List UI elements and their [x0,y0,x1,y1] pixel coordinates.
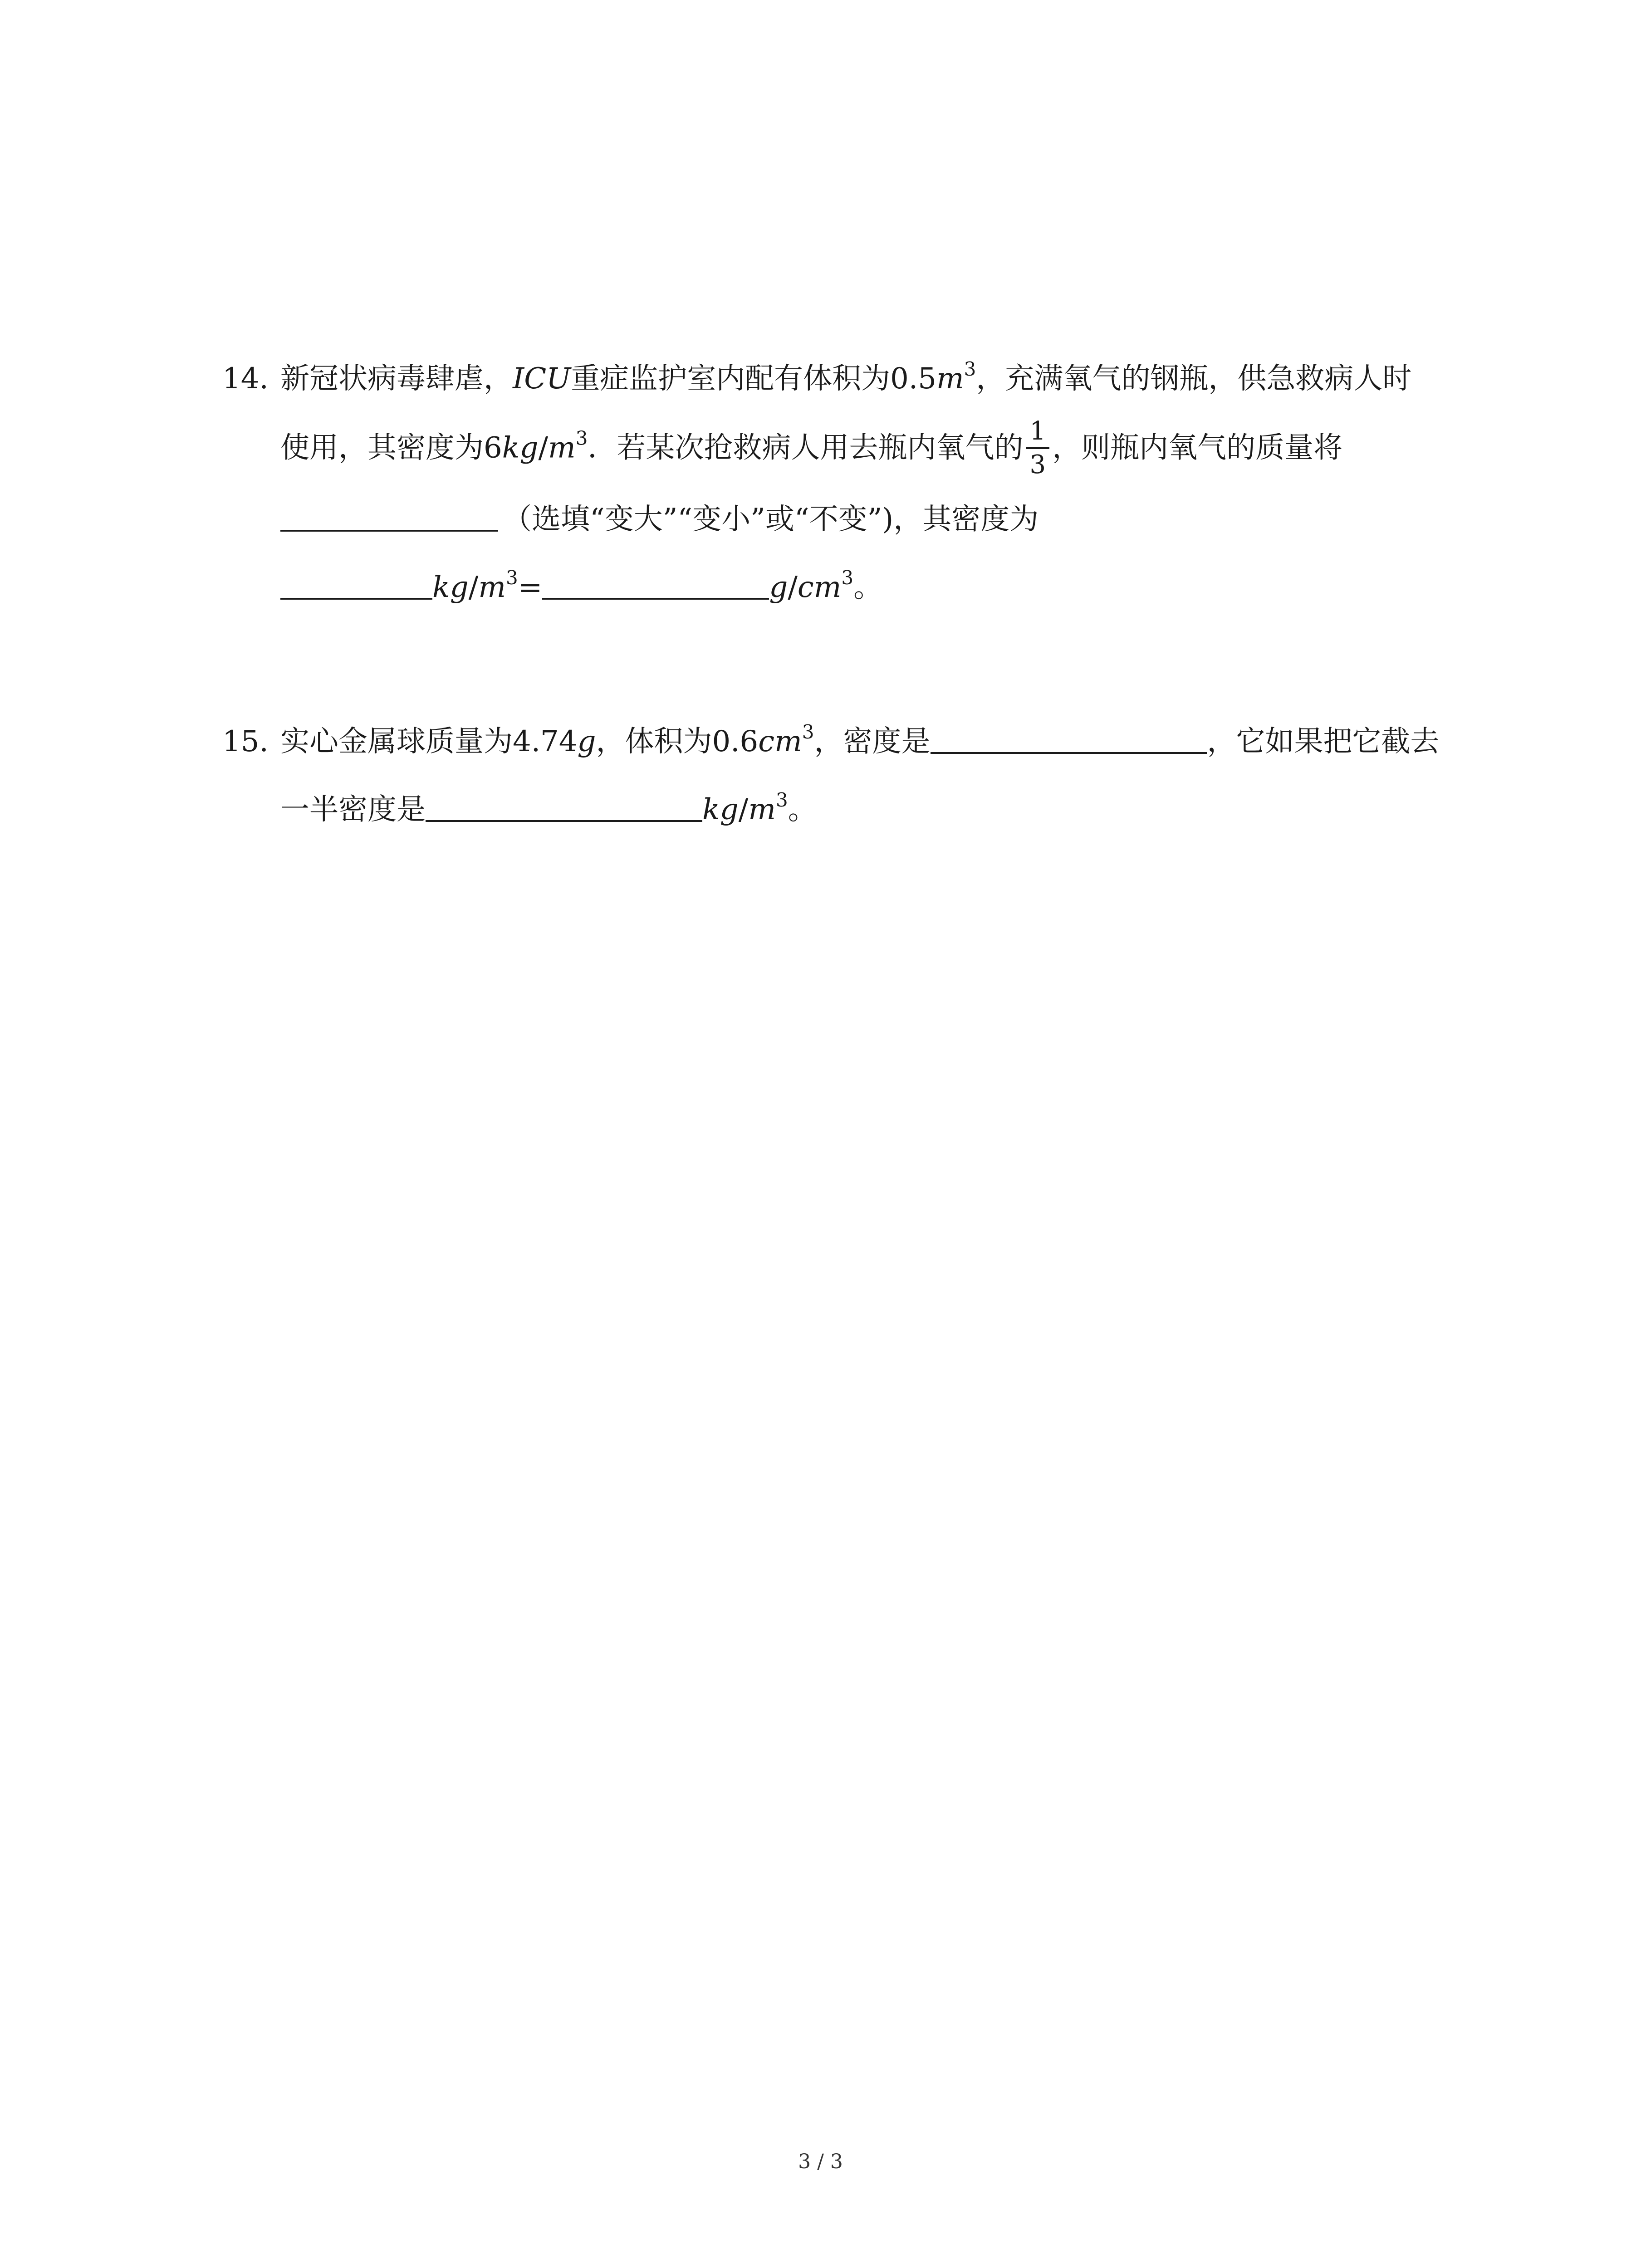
q15-text: ，密度是 [814,725,931,758]
q14-term: ICU [513,362,571,396]
q15-number: 15. [222,725,269,758]
q14-exponent: 3 [841,567,854,589]
q14-text: （选填“变大”“变小”或“不变”)，其密度为 [503,503,1039,536]
q14-unit: g [769,571,788,604]
answer-blank-mass-change[interactable] [280,503,498,532]
q14-text: ，充满氧气的钢瓶，供急救病人时 [976,362,1412,396]
q15-period: 。 [788,793,817,826]
q14-text: ，则瓶内氧气的质量将 [1052,431,1343,465]
q15-unit: g [577,725,596,758]
q15-text: ，它如果把它截去 [1207,725,1440,758]
q14-unit: m [936,362,964,396]
q15-exponent: 3 [776,789,788,811]
q14-equals: = [518,571,543,604]
q14-unit: kg [432,571,469,604]
q14-line-4 [280,558,882,617]
q14-exponent: 3 [964,358,976,380]
q14-unit: kg [502,431,539,465]
q14-period: 。 [853,571,883,604]
q14-line-3 [280,490,1038,549]
fraction-numerator: 1 [1026,415,1049,449]
q14-text: 新冠状病毒肆虐， [280,362,513,396]
q14-exponent: 3 [506,567,518,589]
q15-unit: kg [702,793,739,826]
answer-blank-half-density[interactable] [426,793,702,822]
q14-text: 重症监护室内配有体积为0.5 [571,362,936,396]
one-third-fraction [1026,415,1049,481]
q15-line-2 [280,780,817,839]
q14-text: 使用，其密度为6 [280,431,502,465]
q14-number: 14. [222,362,269,396]
q14-slash: / [468,571,479,604]
page-number: 3 / 3 [798,2150,843,2173]
q14-line-2 [280,416,1343,479]
q15-unit: m [748,793,776,826]
fraction-denominator: 3 [1029,450,1046,479]
q14-slash: / [538,431,549,465]
q14-exponent: 3 [575,427,588,450]
answer-blank-density-g[interactable] [542,571,769,600]
q15-text: ，体积为0.6 [596,725,759,758]
q15-unit: cm [758,725,802,758]
q15-text: 实心金属球质量为4.74 [280,725,578,758]
answer-blank-density-kg[interactable] [280,571,432,600]
q14-text: ．若某次抢救病人用去瓶内氧气的 [588,431,1024,465]
answer-blank-density[interactable] [931,725,1207,754]
q14-unit: m [478,571,506,604]
q15-slash: / [738,793,749,826]
q14-slash: / [788,571,798,604]
q14-unit: cm [797,571,842,604]
q14-unit: m [548,431,576,465]
q15-exponent: 3 [802,721,814,743]
q15-text: 一半密度是 [280,793,426,826]
